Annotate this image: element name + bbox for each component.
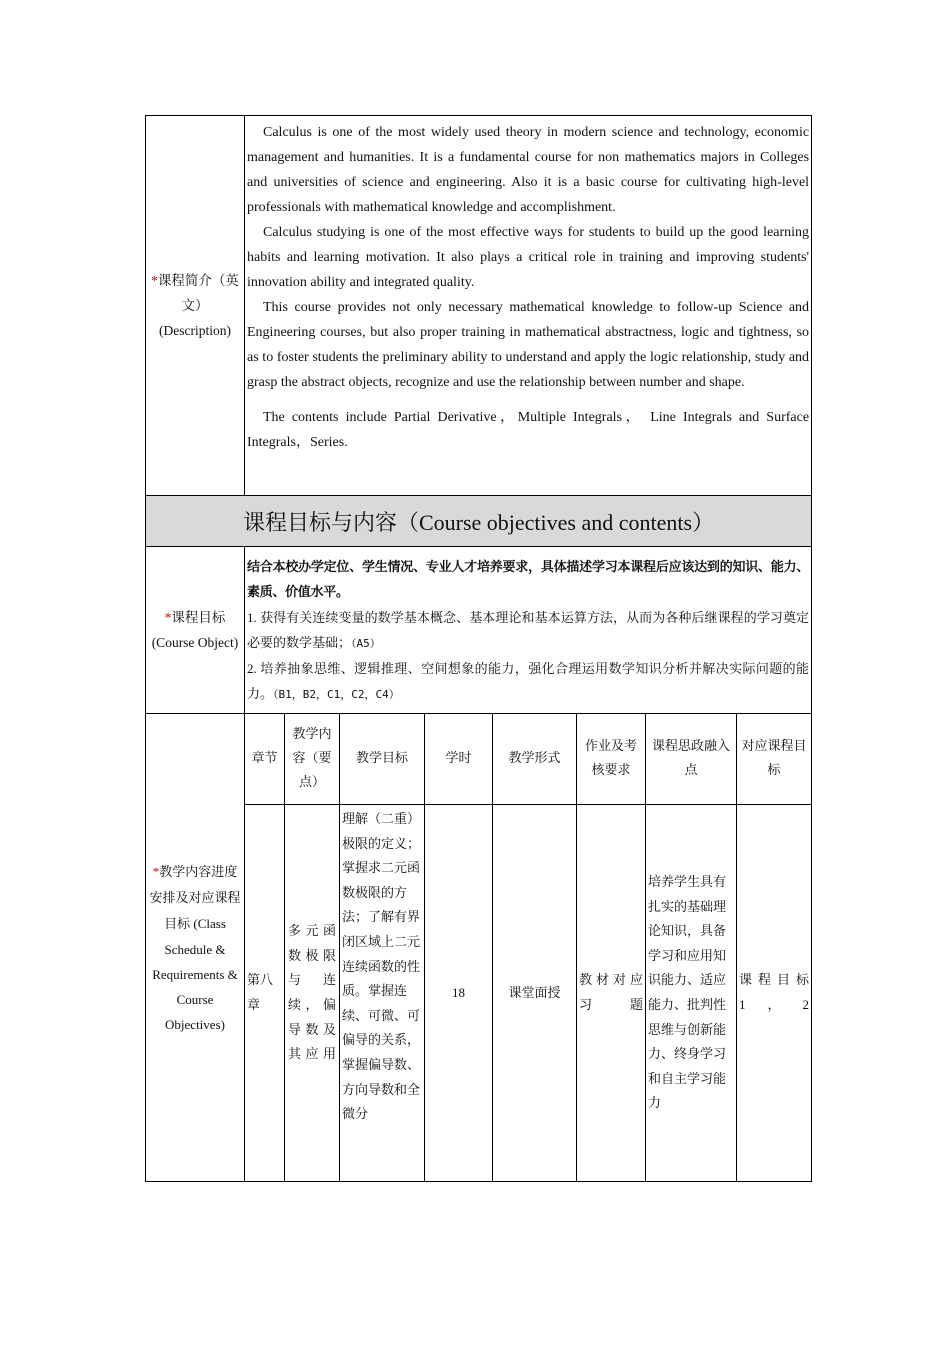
description-paragraph: Calculus studying is one of the most effective ways for students to build up the good learning habits and learning motivation. It also plays a critical role in training and improving students' innovation ability and integrated quality. [247, 225, 810, 290]
course-document-page [145, 115, 811, 1182]
objective-item-1-code: （A5） [351, 637, 381, 650]
objective-item-1-text: 1. 获得有关连续变量的数学基本概念、基本理论和基本运算方法，从而为各种后继课程的学习奠定必要的数学基础； [247, 610, 810, 650]
required-mark: * [151, 273, 158, 288]
objectives-label-en: (Course Object) [151, 635, 239, 650]
objectives-text [245, 547, 812, 714]
section-title-row [146, 496, 812, 547]
course-syllabus-table [145, 115, 812, 1182]
description-paragraph: This course provides not only necessary mathematical knowledge to follow-up Science and Engineering courses, but also proper training in mathematical abstractness, logic and tightness, so as to foster students the preliminary ability to understand and apply the logic relationship, study and grasp the abstract objects, recognize and use the relationship between number and shape. [247, 300, 810, 390]
objectives-row [146, 547, 812, 714]
objectives-label-cn: 课程目标 [171, 610, 226, 625]
header-content: 教学内容（要点） [285, 714, 340, 805]
header-hours: 学时 [425, 714, 493, 805]
header-form: 教学形式 [493, 714, 577, 805]
cell-form: 课堂面授 [493, 805, 577, 1182]
description-label-en: (Description) [159, 323, 231, 338]
objective-item-2-text: 2. 培养抽象思维、逻辑推理、空间想象的能力，强化合理运用数学知识分析并解决实际问题的能力。 [247, 661, 810, 701]
objectives-label [146, 547, 245, 714]
header-ideology: 课程思政融入点 [646, 714, 737, 805]
schedule-header-row [146, 714, 812, 805]
description-text [245, 116, 812, 496]
description-paragraph: Calculus is one of the most widely used theory in modern science and technology, economic management and humanities. It is a fundamental course for non mathematics majors in Colleges and universities of science and engineering. Also it is a basic course for cultivating high-level professionals with mathematical knowledge and accomplishment. [247, 125, 810, 215]
objectives-intro: 结合本校办学定位、学生情况、专业人才培养要求，具体描述学习本课程后应该达到的知识、能力、素质、价值水平。 [247, 560, 810, 600]
schedule-label-en: (Class Schedule & Requirements & Course Objectives) [152, 915, 238, 1032]
required-mark: * [164, 610, 172, 625]
required-mark: * [152, 863, 160, 879]
schedule-label [146, 714, 245, 1182]
description-label [146, 116, 245, 496]
header-homework: 作业及考核要求 [577, 714, 646, 805]
objective-item-1 [247, 605, 809, 656]
cell-target: 课程目标1，2 [737, 805, 812, 1182]
cell-goal: 理解（二重）极限的定义；掌握求二元函数极限的方法；了解有界闭区域上二元连续函数的性质。掌握连续、可微、可偏导的关系，掌握偏导数、方向导数和全微分 [340, 805, 425, 1182]
header-goal: 教学目标 [340, 714, 425, 805]
description-label-cn: 课程简介（英文） [157, 273, 239, 313]
header-chapter: 章节 [245, 714, 285, 805]
cell-chapter: 第八章 [245, 805, 285, 1182]
cell-homework: 教材对应习题 [577, 805, 646, 1182]
cell-ideology: 培养学生具有扎实的基础理论知识，具备学习和应用知识能力、适应能力、批判性思维与创新能力、终身学习和自主学习能力 [646, 805, 737, 1182]
objective-item-2 [247, 656, 809, 707]
section-title: 课程目标与内容（Course objectives and contents） [146, 496, 812, 547]
cell-hours: 18 [425, 805, 493, 1182]
schedule-label-cn: 教学内容进度安排及对应课程目标 [149, 864, 241, 932]
header-target: 对应课程目标 [737, 714, 812, 805]
description-paragraph: The contents include Partial Derivative，Multiple Integrals， Line Integrals and Surface Integrals，Series. [247, 410, 810, 450]
objective-item-2-code: （B1，B2，C1，C2，C4） [273, 688, 400, 701]
schedule-data-row [146, 805, 812, 1182]
description-row [146, 116, 812, 496]
cell-content: 多元函数极限与连续，偏导数及其应用 [285, 805, 340, 1182]
